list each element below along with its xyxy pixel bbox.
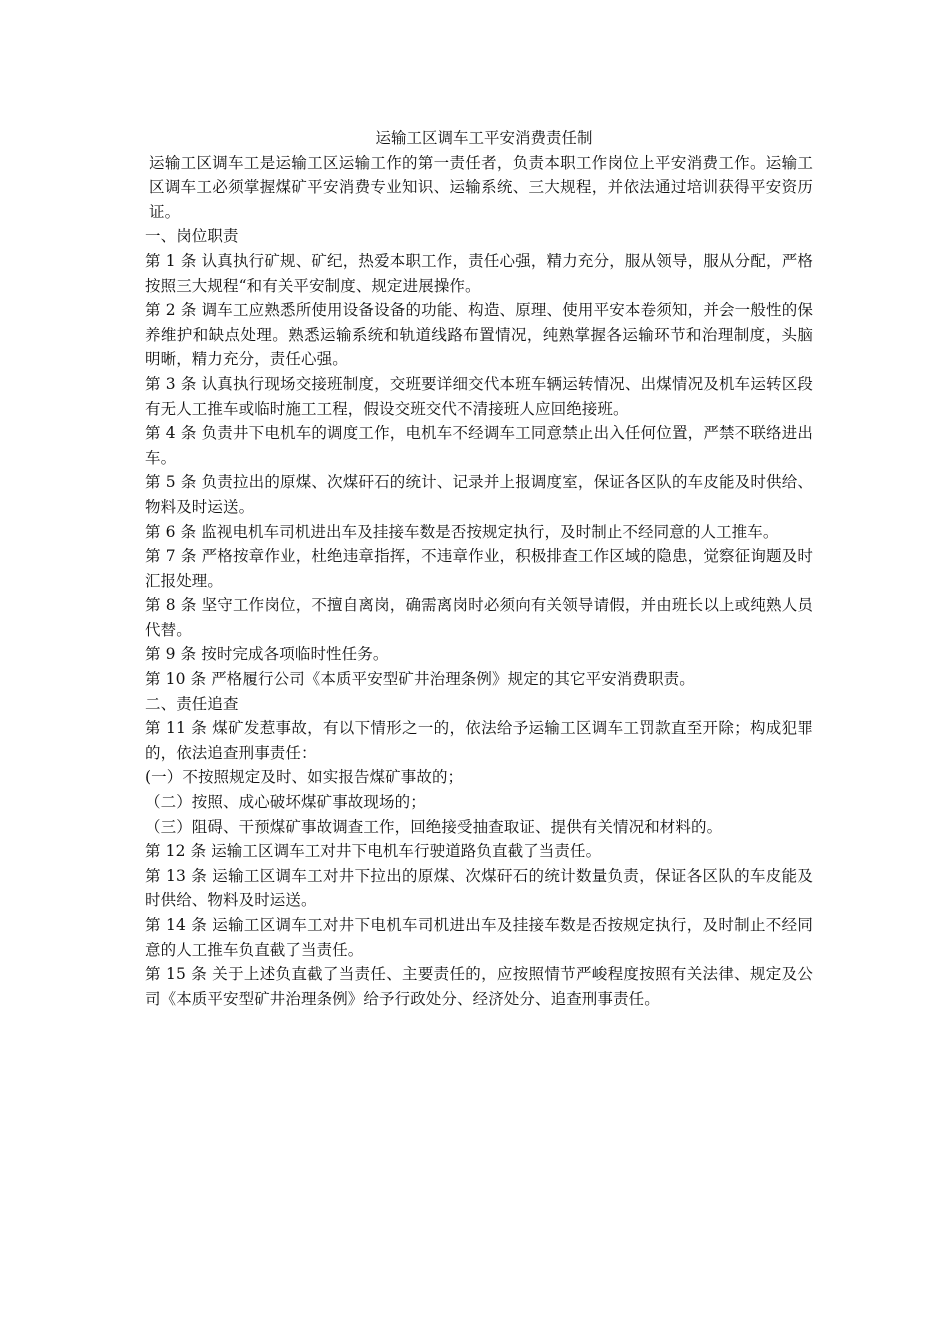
- article-2: 第 2 条 调车工应熟悉所使用设备设备的功能、构造、原理、使用平安本卷须知，并会一般性的保养维护和缺点处理。熟悉运输系统和轨道线路布置情况，纯熟掌握各运输环节和治理制度，头脑明晰，精力充分，责任心强。: [145, 301, 813, 369]
- article-3: 第 3 条 认真执行现场交接班制度，交班要详细交代本班车辆运转情况、出煤情况及机车运转区段有无人工推车或临时施工工程，假设交班交代不清接班人应回绝接班。: [145, 374, 813, 418]
- article-11-item-3: （三）阻碍、干预煤矿事故调查工作，回绝接受抽查取证、提供有关情况和材料的。: [145, 817, 723, 836]
- article-6: 第 6 条 监视电机车司机进出车及挂接车数是否按规定执行，及时制止不经同意的人工推车。: [145, 522, 779, 541]
- intro-paragraph: 运输工区调车工是运输工区运输工作的第一责任者，负责本职工作岗位上平安消费工作。运输工区调车工必须掌握煤矿平安消费专业知识、运输系统、三大规程，并依法通过培训获得平安资历证。: [149, 153, 813, 221]
- article-9: 第 9 条 按时完成各项临时性任务。: [145, 645, 389, 664]
- article-11: 第 11 条 煤矿发惹事故，有以下情形之一的，依法给予运输工区调车工罚款直至开除；构成犯罪的，依法追查刑事责任：: [145, 719, 813, 762]
- article-15: 第 15 条 关于上述负直截了当责任、主要责任的，应按照情节严峻程度按照有关法律、规定及公司《本质平安型矿井治理条例》给予行政处分、经济处分、追查刑事责任。: [145, 965, 813, 1008]
- section-heading-duties: 一、岗位职责: [145, 227, 239, 246]
- article-1: 第 1 条 认真执行矿规、矿纪，热爱本职工作，责任心强，精力充分，服从领导，服从分配，严格按照三大规程“和有关平安制度、规定进展操作。: [145, 251, 813, 295]
- document-body: [145, 126, 813, 1011]
- article-5: 第 5 条 负责拉出的原煤、次煤矸石的统计、记录并上报调度室，保证各区队的车皮能及时供给、物料及时运送。: [145, 473, 813, 516]
- article-4: 第 4 条 负责井下电机车的调度工作，电机车不经调车工同意禁止出入任何位置，严禁不联络进出车。: [145, 424, 813, 467]
- article-7: 第 7 条 严格按章作业，杜绝违章指挥，不违章作业，积极排查工作区域的隐患，觉察征询题及时汇报处理。: [145, 547, 813, 590]
- article-11-item-1: (一）不按照规定及时、如实报告煤矿事故的；: [145, 768, 464, 787]
- article-8: 第 8 条 坚守工作岗位，不擅自离岗，确需离岗时必须向有关领导请假，并由班长以上或纯熟人员代替。: [145, 596, 813, 639]
- article-12: 第 12 条 运输工区调车工对井下电机车行驶道路负直截了当责任。: [145, 842, 602, 861]
- article-14: 第 14 条 运输工区调车工对井下电机车司机进出车及挂接车数是否按规定执行，及时制止不经同意的人工推车负直截了当责任。: [145, 916, 813, 959]
- article-13: 第 13 条 运输工区调车工对井下拉出的原煤、次煤矸石的统计数量负责，保证各区队的车皮能及时供给、物料及时运送。: [145, 866, 813, 910]
- section-heading-accountability: 二、责任追查: [145, 694, 239, 713]
- article-11-item-2: （二）按照、成心破坏煤矿事故现场的；: [145, 793, 426, 812]
- document-title: 运输工区调车工平安消费责任制: [375, 129, 593, 147]
- article-10: 第 10 条 严格履行公司《本质平安型矿井治理条例》规定的其它平安消费职责。: [145, 670, 695, 689]
